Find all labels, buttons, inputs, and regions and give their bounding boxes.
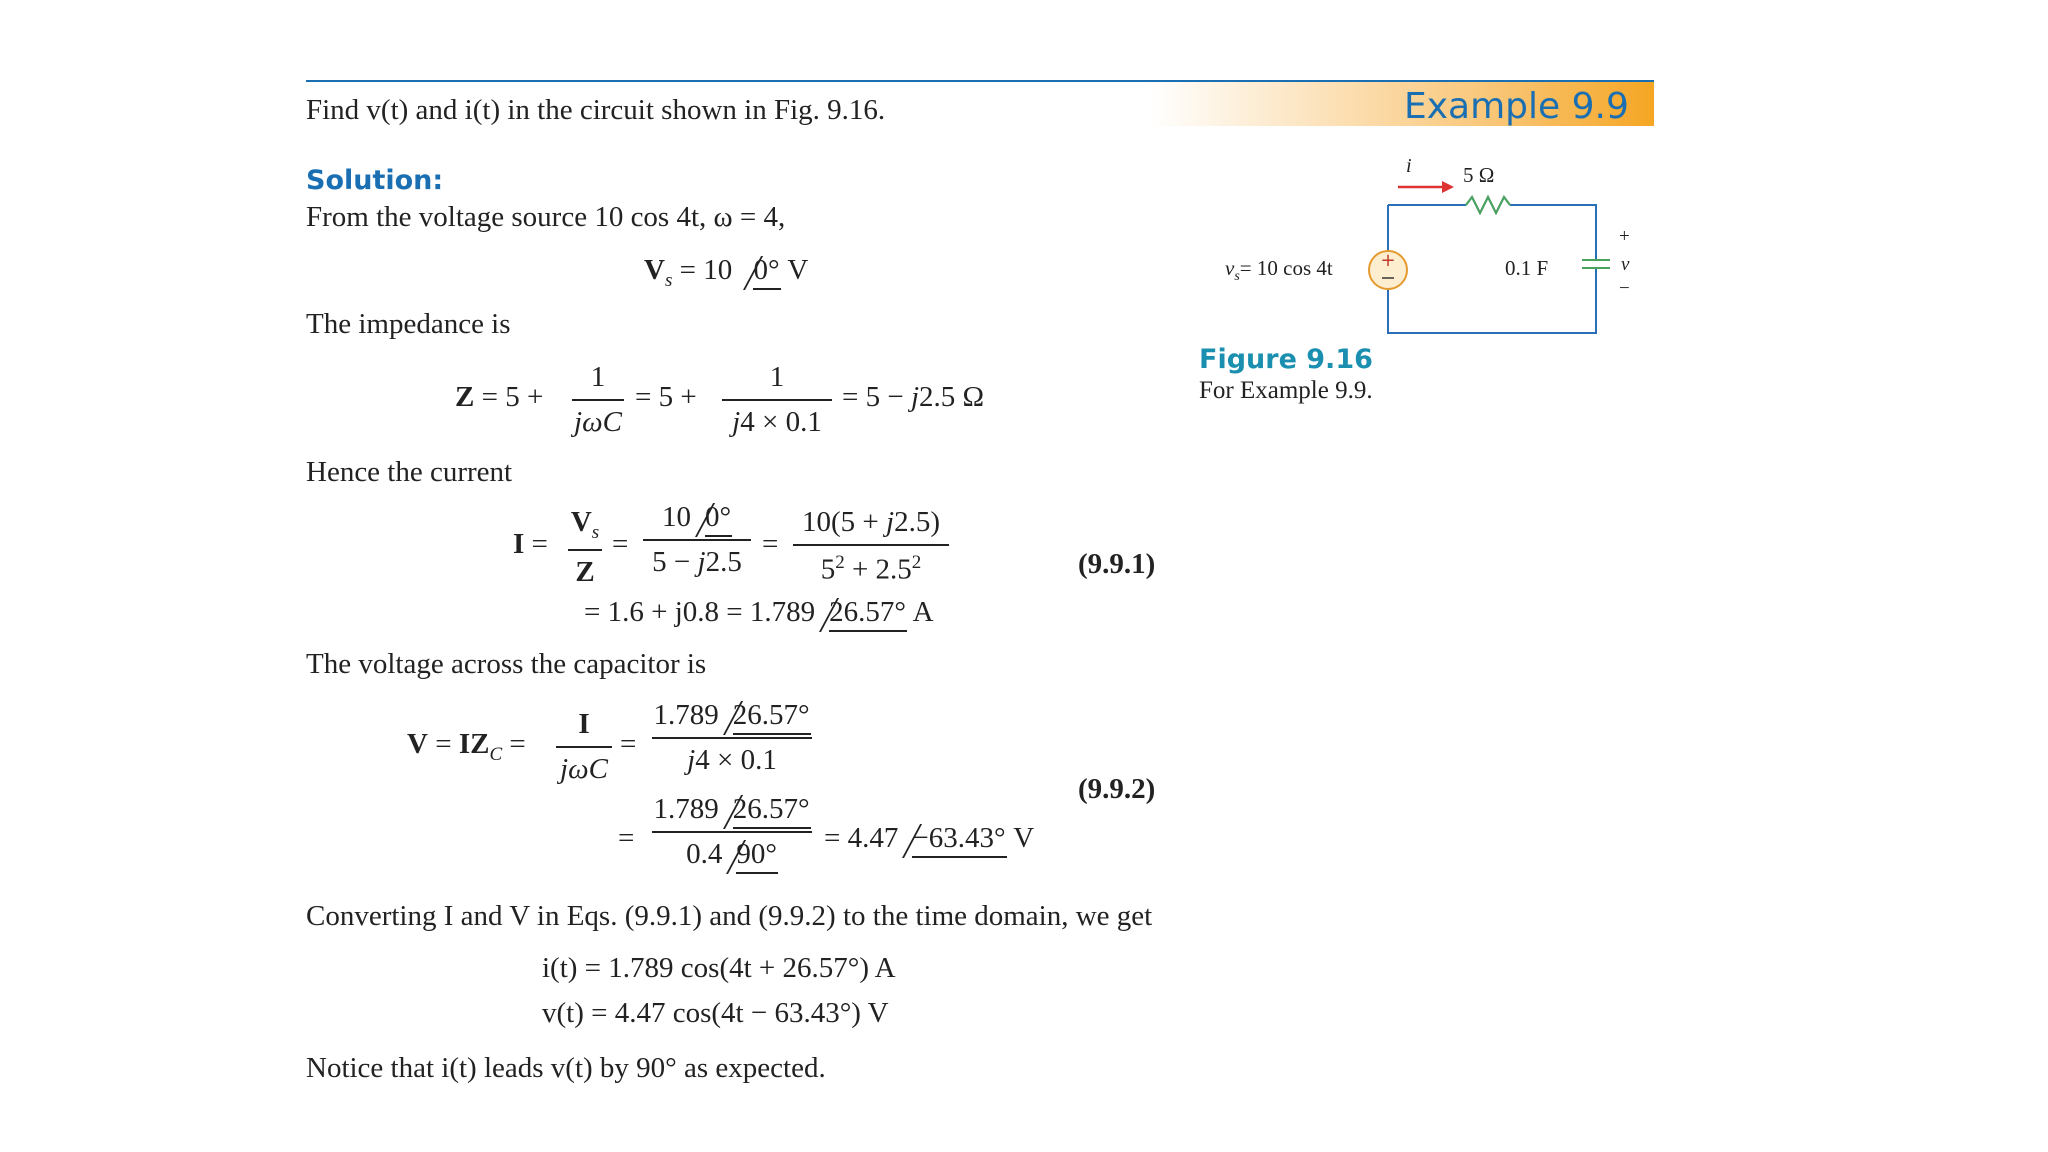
source-label: $v_s= 10$ cos 4t: [1225, 256, 1333, 285]
z-frac2: 1 j4 × 0.1: [722, 363, 832, 437]
eq2-label: (9.9.2): [1078, 773, 1156, 805]
solution-heading: Solution:: [306, 165, 444, 196]
i-eq-sign2: =: [762, 528, 779, 560]
capacitor-label: 0.1 F: [1505, 256, 1549, 280]
figure-label: Figure 9.16: [1199, 344, 1373, 375]
problem-statement: Find v(t) and i(t) in the circuit shown in Fig. 9.16.: [306, 94, 886, 126]
solution-intro: From the voltage source 10 cos 4t, ω = 4,: [306, 201, 786, 233]
resistor-label: 5 Ω: [1463, 163, 1495, 187]
circuit-diagram: [1220, 150, 1660, 350]
voltage-minus: −: [1619, 278, 1630, 299]
current-label: i: [1406, 155, 1412, 177]
eq2-result: = 4.47 −63.43° V: [824, 824, 1034, 853]
voltage-plus: +: [1619, 226, 1630, 247]
vs-symbol: V: [644, 254, 665, 286]
i-eq-sign1: =: [612, 528, 629, 560]
figure-caption: For Example 9.9.: [1199, 377, 1373, 404]
v-frac1: I jωC: [556, 710, 612, 784]
it-equation: i(t) = 1.789 cos(4t + 26.57°) A: [542, 952, 896, 984]
z-result: = 5 − j2.5 Ω: [842, 381, 985, 413]
current-text: Hence the current: [306, 456, 513, 488]
wire-right-bottom: [1388, 268, 1596, 333]
voltage-var: v: [1621, 254, 1630, 275]
z-frac1: 1 jωC: [572, 363, 624, 437]
i-frac1: $V_s$ Z: [568, 508, 602, 587]
notice-text: Notice that i(t) leads v(t) by 90° as expected.: [306, 1052, 826, 1084]
capacitor-color: [1582, 260, 1610, 268]
vs-unit: V: [787, 254, 809, 286]
example-label: Example 9.9: [1404, 86, 1629, 127]
v-frac2: 1.789 26.57° j4 × 0.1: [652, 701, 812, 775]
i-lhs: I =: [513, 528, 548, 560]
impedance-text: The impedance is: [306, 308, 511, 340]
wire-right-top: [1510, 205, 1596, 260]
converting-text: Converting I and V in Eqs. (9.9.1) and (9.9.2) to the time domain, we get: [306, 900, 1153, 932]
v-eq-sign1: =: [620, 728, 637, 760]
current-arrow-head: [1442, 181, 1454, 193]
vs-angle: 0°: [753, 254, 780, 290]
resistor-color: [1466, 197, 1510, 213]
eq1-label: (9.9.1): [1078, 548, 1156, 580]
voltage-text: The voltage across the capacitor is: [306, 648, 707, 680]
v-eq-sign2: =: [618, 822, 635, 854]
z-lhs: Z = 5 +: [455, 381, 544, 413]
vt-equation: v(t) = 4.47 cos(4t − 63.43°) V: [542, 997, 889, 1029]
v-frac3: 1.789 26.57° 0.4 90°: [652, 795, 812, 869]
v-lhs: $V = IZ_C$ =: [407, 728, 526, 765]
i-frac2: 10 0° 5 − j2.5: [643, 503, 751, 577]
eq1-result: = 1.6 + j0.8 = 1.789 26.57° A: [584, 598, 934, 627]
i-frac3: 10(5 + j2.5) $5^2 + 2.5^2$: [793, 508, 949, 585]
svg-text:+: +: [1380, 250, 1396, 271]
vs-rhs: = 10: [679, 254, 733, 286]
vs-equation: $V_s = 10$ 0° V: [644, 254, 809, 291]
z-mid: = 5 +: [635, 381, 697, 413]
